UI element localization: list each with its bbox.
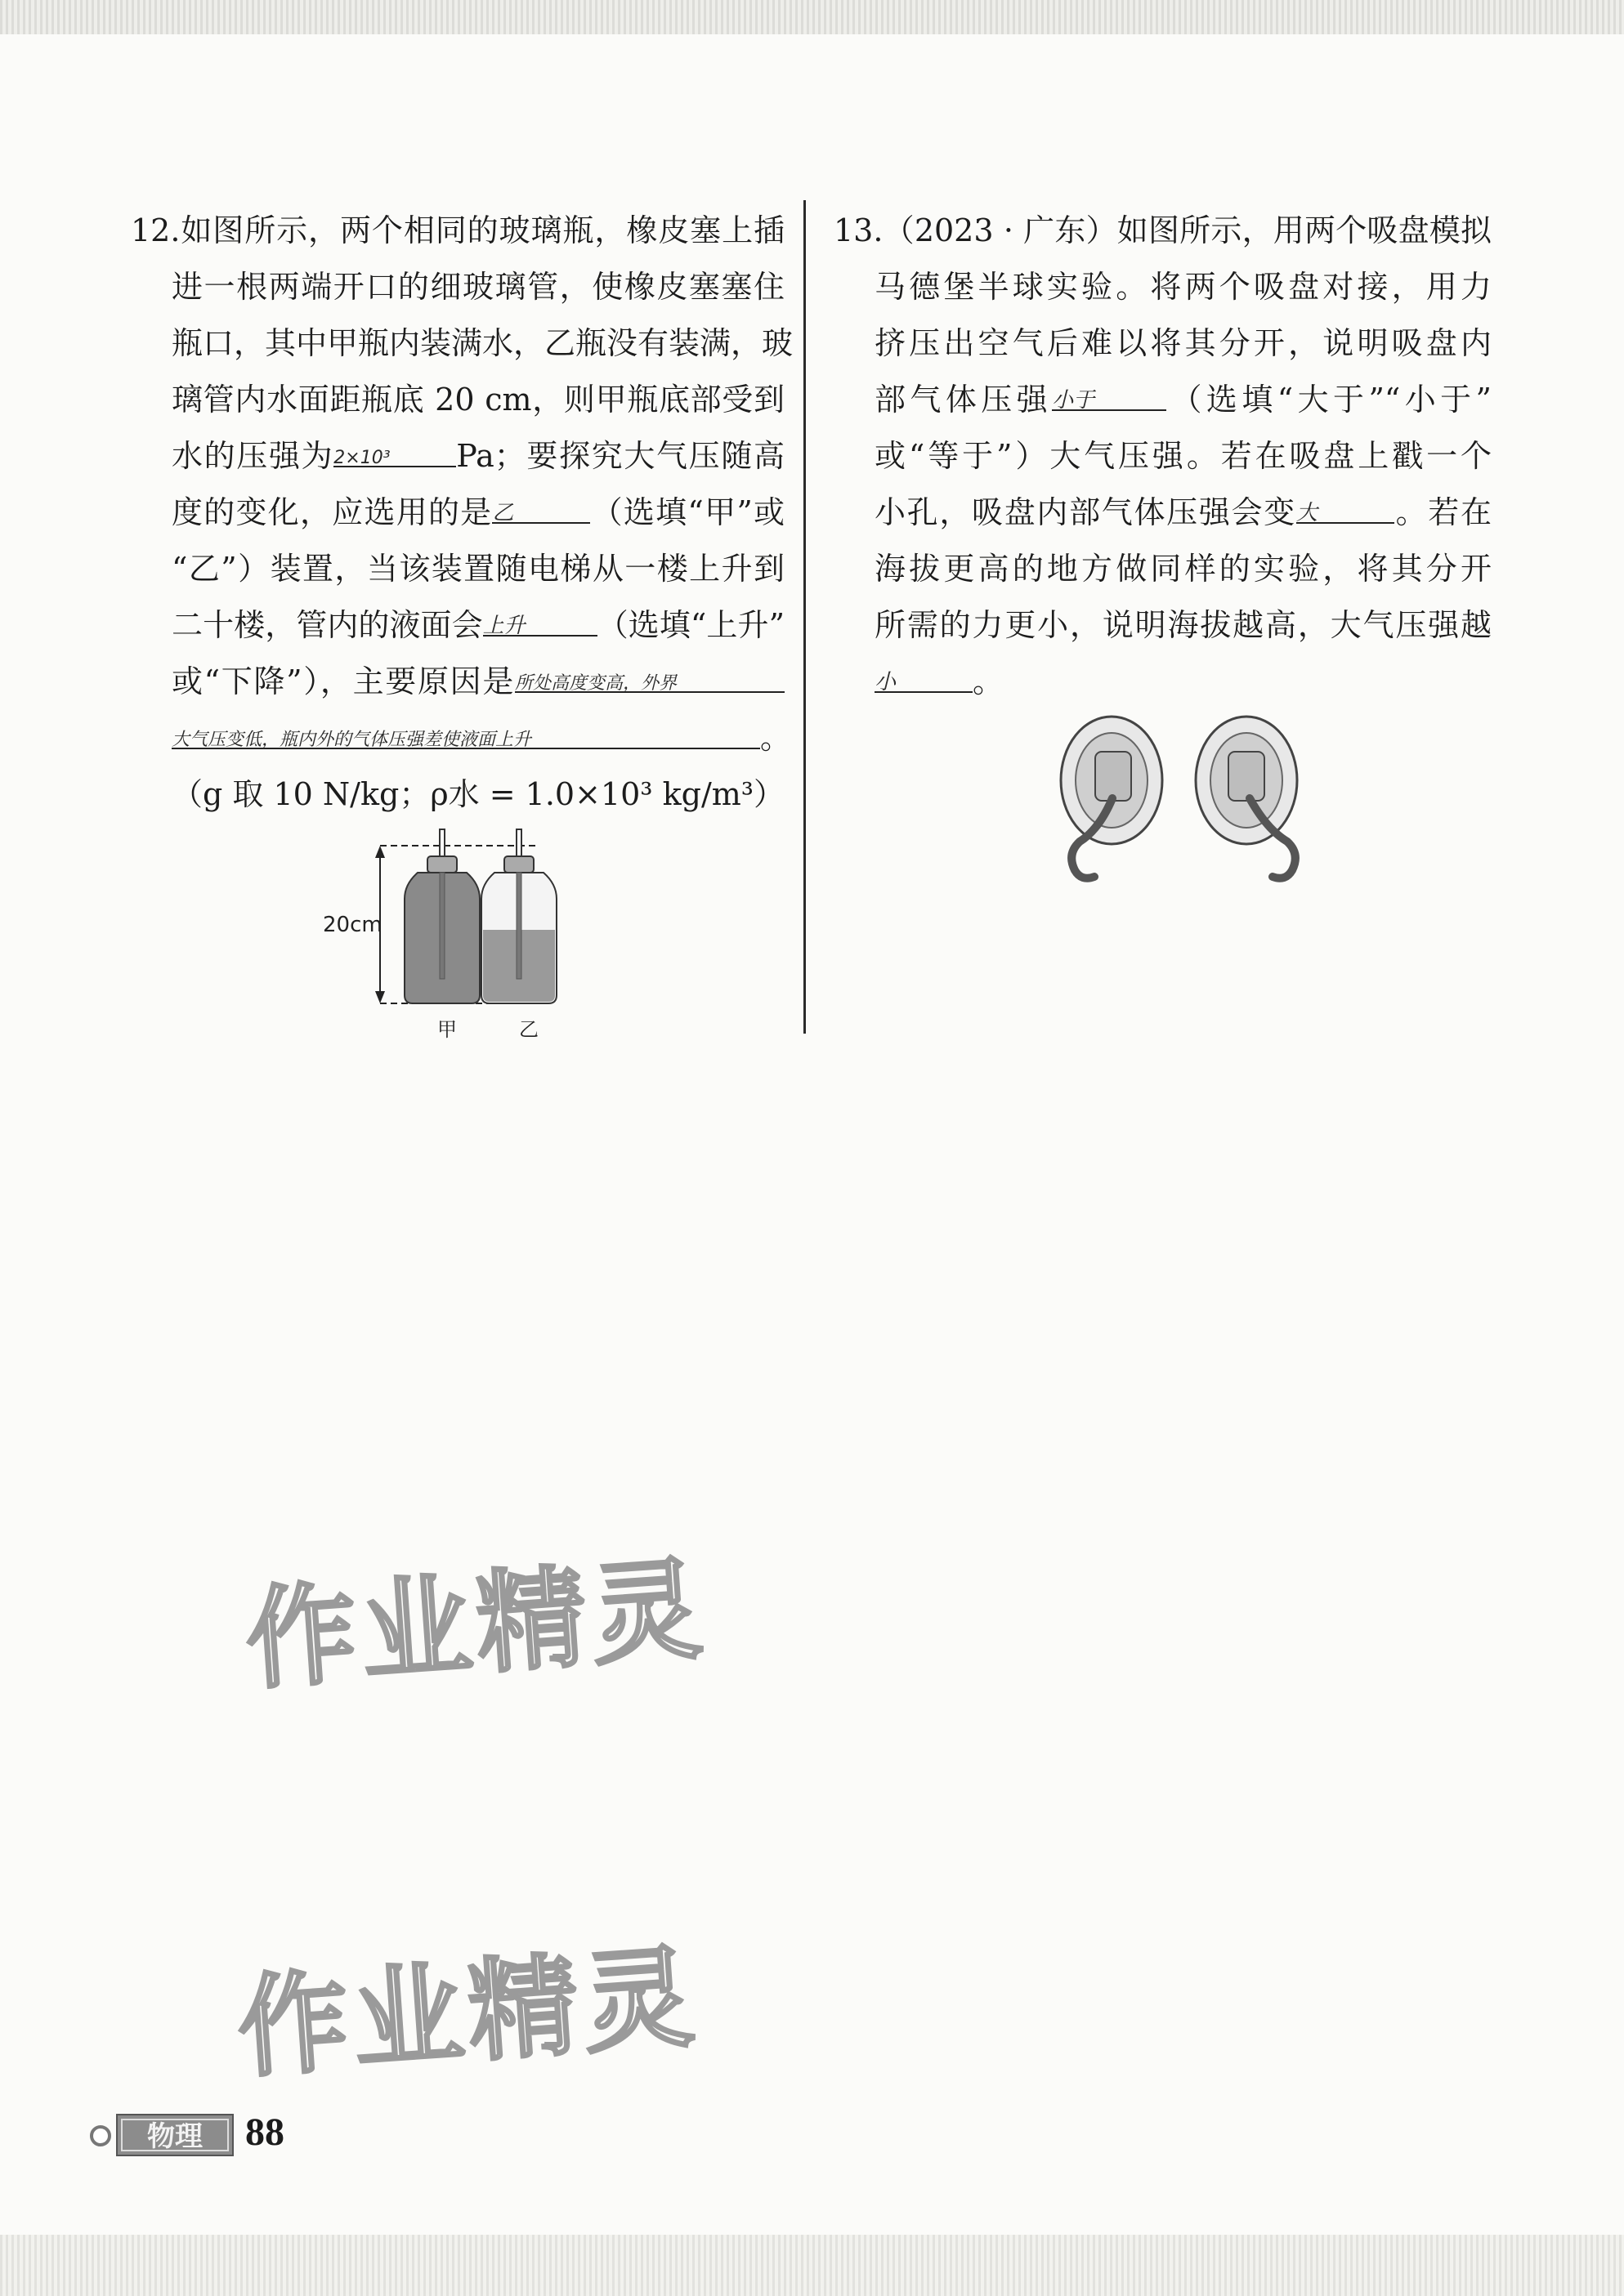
reason-blank-1[interactable] <box>515 654 785 693</box>
q12-line-5: 水的压强为2×10³ Pa；要探究大气压随高 <box>131 428 785 485</box>
change-blank[interactable] <box>1296 485 1394 524</box>
compare-blank[interactable] <box>1052 372 1166 411</box>
q13-line-7: 海拔更高的地方做同样的实验，将其分开 <box>875 551 1492 587</box>
q12-line-8: 二十楼，管内的液面会上升 （选填“上升” <box>131 597 785 654</box>
bottle-answer: 乙 <box>492 501 514 525</box>
level-blank[interactable] <box>483 597 597 637</box>
trend-answer: 小 <box>875 670 897 695</box>
q12-line-6: 度的变化，应选用的是乙 （选填“甲”或 <box>131 485 785 541</box>
label-jia: 甲 <box>437 1018 457 1041</box>
subject-label: 物理 <box>147 2120 203 2153</box>
q13-line-6: 小孔，吸盘内部气体压强会变大 。若在 <box>834 485 1492 541</box>
reason-answer-1: 所处高度变高，外界 <box>515 673 678 694</box>
q13-line-9: 小 。 <box>834 654 1492 710</box>
scan-edge-top <box>0 0 1624 34</box>
q13-line-3: 挤压出空气后难以将其分开，说明吸盘内 <box>875 325 1492 361</box>
q12-line-9: 或“下降”），主要原因是所处高度变高，外界 <box>131 654 785 710</box>
q12-given: （g 取 10 N/kg；ρ水 = 1.0×10³ kg/m³） <box>172 776 785 812</box>
question-12 <box>131 203 794 823</box>
height-label: 20cm <box>323 913 383 937</box>
bottle-blank[interactable] <box>492 485 590 524</box>
q12-line-4: 璃管内水面距瓶底 20 cm，则甲瓶底部受到 <box>172 382 785 418</box>
label-yi: 乙 <box>519 1018 539 1041</box>
q13-line-5: 或“等于”）大气压强。若在吸盘上戳一个 <box>875 438 1492 474</box>
reason-blank-2[interactable] <box>172 710 760 749</box>
q13-line-4: 部气体压强小于 （选填“大于”“小于” <box>834 372 1492 428</box>
page-number: 88 <box>245 2111 284 2154</box>
question-13 <box>834 203 1492 710</box>
scan-edge-bottom <box>0 2235 1624 2296</box>
reason-answer-2: 大气压变低，瓶内外的气体压强差使液面上升 <box>172 730 532 750</box>
trend-blank[interactable] <box>875 654 973 693</box>
watermark-1: 作业精灵 <box>242 1544 711 1705</box>
bottle-jia <box>405 829 480 1003</box>
pressure-blank[interactable] <box>333 428 456 467</box>
q13-line-2: 马德堡半球实验。将两个吸盘对接，用力 <box>875 269 1492 305</box>
q12-line-1: 12.如图所示，两个相同的玻璃瓶，橡皮塞上插 <box>131 212 785 248</box>
bottle-yi <box>481 829 557 1003</box>
suction-cup-left <box>1061 717 1162 878</box>
suction-cup-right <box>1196 717 1297 878</box>
q13-line-8: 所需的力更小，说明海拔越高，大气压强越 <box>875 607 1492 643</box>
column-divider <box>803 200 806 1034</box>
bottles-figure <box>323 825 601 1046</box>
level-answer: 上升 <box>482 614 526 638</box>
pressure-answer: 2×10³ <box>333 448 391 468</box>
watermark-2: 作业精灵 <box>234 1932 703 2093</box>
q12-line-3: 瓶口，其中甲瓶内装满水，乙瓶没有装满，玻 <box>172 325 794 361</box>
subject-badge <box>86 2110 241 2159</box>
q12-line-10: 大气压变低，瓶内外的气体压强差使液面上升 。 <box>131 710 785 766</box>
suction-cups-figure <box>1050 707 1320 903</box>
q12-line-7: “乙”）装置，当该装置随电梯从一楼上升到 <box>172 551 785 587</box>
q13-line-1: 13.（2023 · 广东）如图所示，用两个吸盘模拟 <box>834 212 1492 248</box>
q12-line-2: 进一根两端开口的细玻璃管，使橡皮塞塞住 <box>172 269 785 305</box>
compare-answer: 小于 <box>1052 388 1095 413</box>
change-answer: 大 <box>1295 501 1318 525</box>
